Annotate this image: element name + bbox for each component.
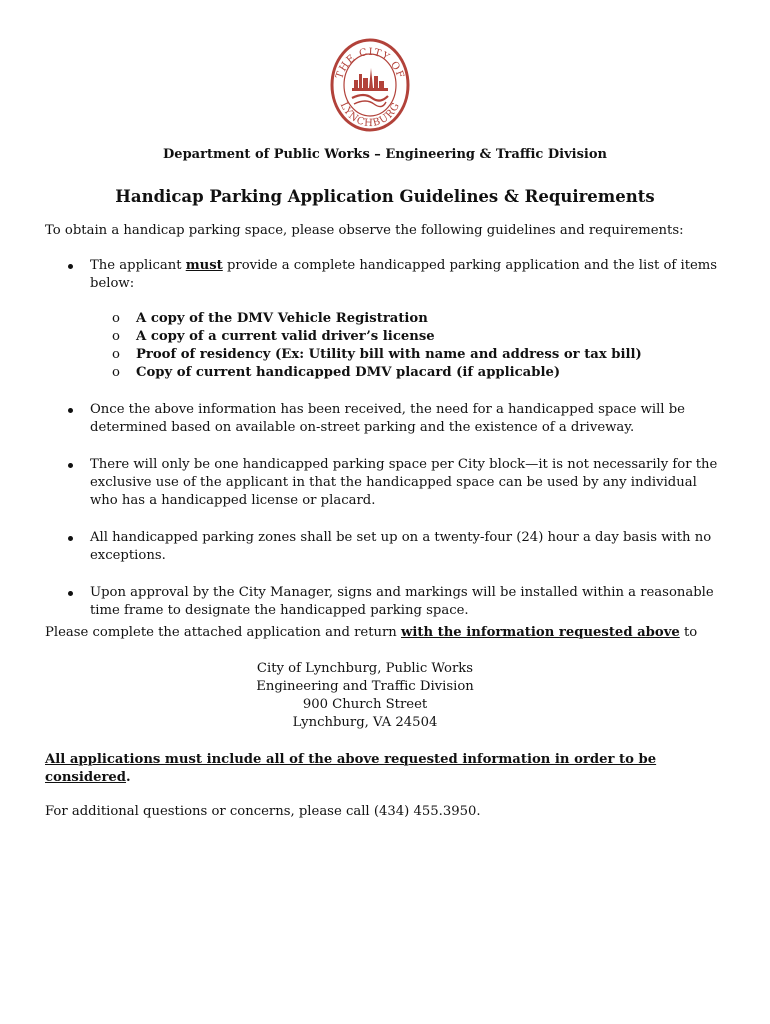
bullet-icon xyxy=(68,264,73,269)
address-line: Engineering and Traffic Division xyxy=(256,679,474,694)
page-title: Handicap Parking Application Guidelines & Requirements xyxy=(115,187,655,206)
document-item: o Copy of current handicapped DMV placard (if applicable) xyxy=(112,365,561,380)
river-icon xyxy=(352,95,388,101)
department-heading: Department of Public Works – Engineering & Traffic Division xyxy=(163,147,607,162)
required-info-notice: All applications must include all of the above requested information in order to be considered. xyxy=(45,752,657,785)
circle-bullet-icon: o xyxy=(112,347,120,362)
requirement-item-one-per-block: There will only be one handicapped parking space per City block—it is not necessarily for the exclusive use of the applicant in that the handicapped space can be used by any individual who has a handicapped license or placard. xyxy=(45,456,725,510)
skyline-icon xyxy=(352,68,388,91)
bullet-icon xyxy=(68,408,73,413)
return-emphasis: with the information requested above xyxy=(401,625,680,640)
address-line: City of Lynchburg, Public Works xyxy=(256,661,474,676)
city-of-lynchburg-seal xyxy=(330,38,410,132)
requirement-item-24-hour: All handicapped parking zones shall be set up on a twenty-four (24) hour a day basis with no exceptions. xyxy=(45,529,725,565)
svg-text:LYNCHBURG xyxy=(338,100,403,129)
requirement-text-post: provide a complete handicapped parking application and the list of items below: xyxy=(90,258,718,291)
bullet-icon xyxy=(68,536,73,541)
document-item: o Proof of residency (Ex: Utility bill with name and address or tax bill) xyxy=(112,347,642,362)
document-item: o A copy of the DMV Vehicle Registration xyxy=(112,311,428,326)
intro-paragraph: To obtain a handicap parking space, please observe the following guidelines and requirements: xyxy=(45,223,684,238)
requirement-text-pre: The applicant xyxy=(90,258,186,273)
bullet-icon xyxy=(68,463,73,468)
document-item: o A copy of a current valid driver’s license xyxy=(112,329,435,344)
requirements-list xyxy=(45,257,725,639)
requirement-item-determination: Once the above information has been received, the need for a handicapped space will be determined based on available on-street parking and the existence of a driveway. xyxy=(45,401,725,437)
circle-bullet-icon: o xyxy=(112,311,120,326)
address-line: Lynchburg, VA 24504 xyxy=(292,715,438,730)
requirement-emphasis: must xyxy=(185,258,223,273)
requirement-item-application xyxy=(45,257,725,382)
bullet-icon xyxy=(68,591,73,596)
contact-line: For additional questions or concerns, please call (434) 455.3950. xyxy=(45,804,481,819)
circle-bullet-icon: o xyxy=(112,329,120,344)
requirement-item-approval: Upon approval by the City Manager, signs and markings will be installed within a reasonable time frame to designate the handicapped parking space. xyxy=(45,584,725,620)
address-line: 900 Church Street xyxy=(302,697,428,712)
required-documents-list xyxy=(90,310,725,382)
circle-bullet-icon: o xyxy=(112,365,120,380)
seal-text-top: THE CITY OF xyxy=(334,46,406,81)
return-instructions: Please complete the attached application and return with the information requested above to xyxy=(45,625,698,640)
mailing-address xyxy=(0,660,730,732)
seal-text-bottom: LYNCHBURG xyxy=(337,100,403,130)
